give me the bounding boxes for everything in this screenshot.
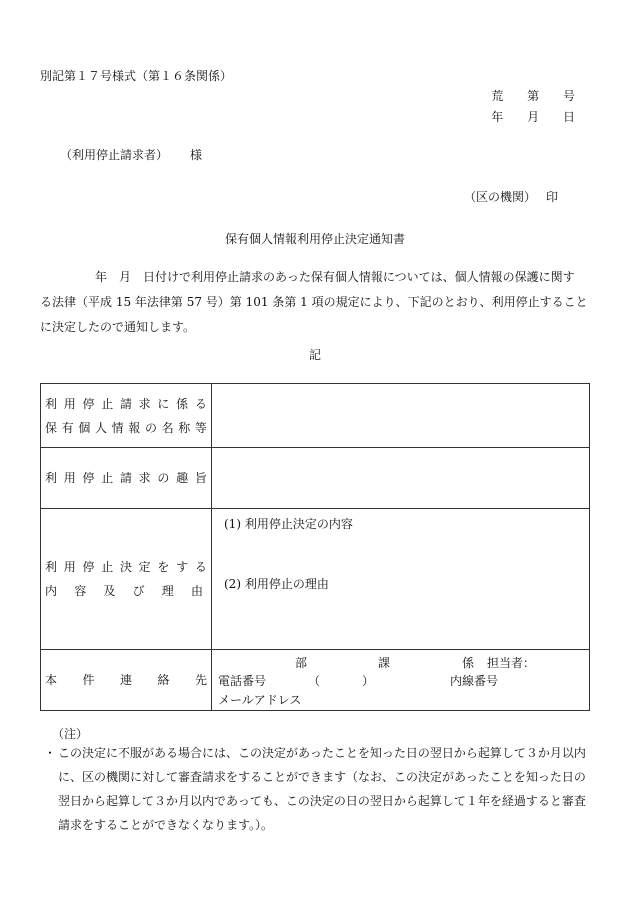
organization-label: （区の機関） [463, 190, 536, 204]
label-char: 請 [119, 396, 132, 411]
label-char: 連 [119, 673, 132, 687]
label-char: 理 [161, 584, 174, 598]
label-char: 決 [119, 560, 132, 574]
label-char: 旨 [194, 471, 207, 485]
phone-label: 電話番号 [218, 674, 267, 688]
contact-unit: 係 [462, 656, 475, 670]
label-char: 用 [63, 560, 76, 574]
organization-line [464, 188, 558, 205]
label-char: 停 [82, 471, 95, 485]
seal-mark: 印 [545, 190, 558, 204]
email-label: メールアドレス [218, 693, 302, 707]
label-char: 本 [45, 673, 58, 687]
label-char: の [144, 420, 157, 435]
label-char: 請 [119, 471, 132, 485]
label-char: 用 [63, 396, 76, 411]
label-char: 人 [94, 420, 107, 435]
label-char: 止 [101, 560, 114, 574]
body-line-3: に決定したので通知します。 [40, 320, 196, 334]
date-month: 月 [527, 110, 540, 124]
date-day: 日 [562, 110, 575, 124]
label-char: 停 [82, 396, 95, 411]
label-char: 報 [128, 420, 141, 435]
label-char: 情 [111, 420, 124, 435]
row-label-decision-details [41, 509, 212, 650]
table-row [41, 448, 590, 509]
label-char: の [157, 471, 170, 485]
label-char: 止 [101, 471, 114, 485]
body-line-1: 年 月 日付けで利用停止請求のあった保有個人情報については、個人情報の保護に関す [95, 270, 575, 284]
ref-prefix: 荒 [491, 89, 504, 103]
label-char: を [157, 560, 170, 574]
label-char: る [194, 560, 207, 574]
issue-date [471, 108, 575, 125]
label-char: 名 [161, 420, 174, 435]
label-char: す [176, 560, 189, 574]
contact-value [212, 650, 590, 711]
label-char: 停 [82, 560, 95, 574]
label-char: 保 [45, 420, 58, 435]
requester-label: （利用停止請求者） [60, 148, 169, 162]
label-char: 先 [194, 673, 207, 687]
label-char: 絡 [157, 673, 170, 687]
label-char: 定 [138, 560, 151, 574]
label-char: 等 [194, 420, 207, 435]
label-char: る [194, 396, 207, 411]
label-char: 利 [45, 471, 58, 485]
contact-dept: 部 [295, 656, 308, 670]
personal-info-name-value[interactable] [212, 384, 590, 448]
document-title: 保有個人情報利用停止決定通知書 [224, 232, 405, 246]
label-char: 利 [45, 560, 58, 574]
note-text [44, 741, 592, 837]
body-paragraph [40, 265, 590, 340]
label-char: 趣 [176, 471, 189, 485]
decision-details-value[interactable] [212, 509, 590, 650]
contact-person: 担当者： [487, 656, 536, 670]
request-purpose-value[interactable] [212, 448, 590, 509]
label-char: 及 [103, 584, 116, 598]
label-char: 求 [138, 471, 151, 485]
label-char: 容 [74, 584, 87, 598]
ref-dai: 第 [527, 89, 540, 103]
table-row [41, 384, 590, 448]
label-char: 有 [61, 420, 74, 435]
date-year: 年 [491, 110, 504, 124]
extension-label: 内線番号 [450, 674, 499, 688]
label-char: 求 [138, 396, 151, 411]
details-table [40, 383, 590, 711]
label-char: 個 [78, 420, 91, 435]
label-char: 内 [45, 584, 58, 598]
ref-go: 号 [562, 89, 575, 103]
reference-number [471, 87, 575, 104]
label-char: 係 [176, 396, 189, 411]
label-char: 用 [63, 471, 76, 485]
note-heading: （注） [52, 727, 89, 741]
label-char: 件 [82, 673, 95, 687]
honorific: 様 [190, 148, 203, 162]
requester-line [60, 146, 202, 163]
phone-paren-close: ） [362, 674, 375, 688]
ki-heading: 記 [308, 348, 321, 362]
decision-content-item: (1) 利用停止決定の内容 [224, 517, 353, 531]
table-row [41, 650, 590, 711]
form-number: 別記第１７号様式（第１６条関係） [40, 69, 233, 83]
label-char: 利 [45, 396, 58, 411]
table-row [41, 509, 590, 650]
body-line-2: る法律（平成 15 年法律第 57 号）第 101 条第 1 項の規定により、下記のとおり、利用停止すること [40, 295, 588, 309]
note-bullet: ・ [44, 746, 57, 760]
row-label-contact [41, 650, 212, 711]
row-label-personal-info-name [41, 384, 212, 448]
label-char: 由 [190, 584, 203, 598]
label-char: び [132, 584, 145, 598]
contact-section: 課 [378, 656, 391, 670]
decision-reason-item: (2) 利用停止の理由 [224, 577, 329, 591]
row-label-request-purpose [41, 448, 212, 509]
label-char: に [157, 396, 170, 411]
note-body: この決定に不服がある場合には、この決定があったことを知った日の翌日から起算して３か月以内に、区の機関に対して審査請求をすることができます（なお、この決定があったことを知った日の翌日から起算して３か月以内であっても、この決定の日の翌日から起算して１年を経過すると審査請求をすることができなくなります。）。 [58, 746, 586, 832]
phone-paren-open: （ [308, 674, 321, 688]
label-char: 称 [178, 420, 191, 435]
label-char: 止 [101, 396, 114, 411]
